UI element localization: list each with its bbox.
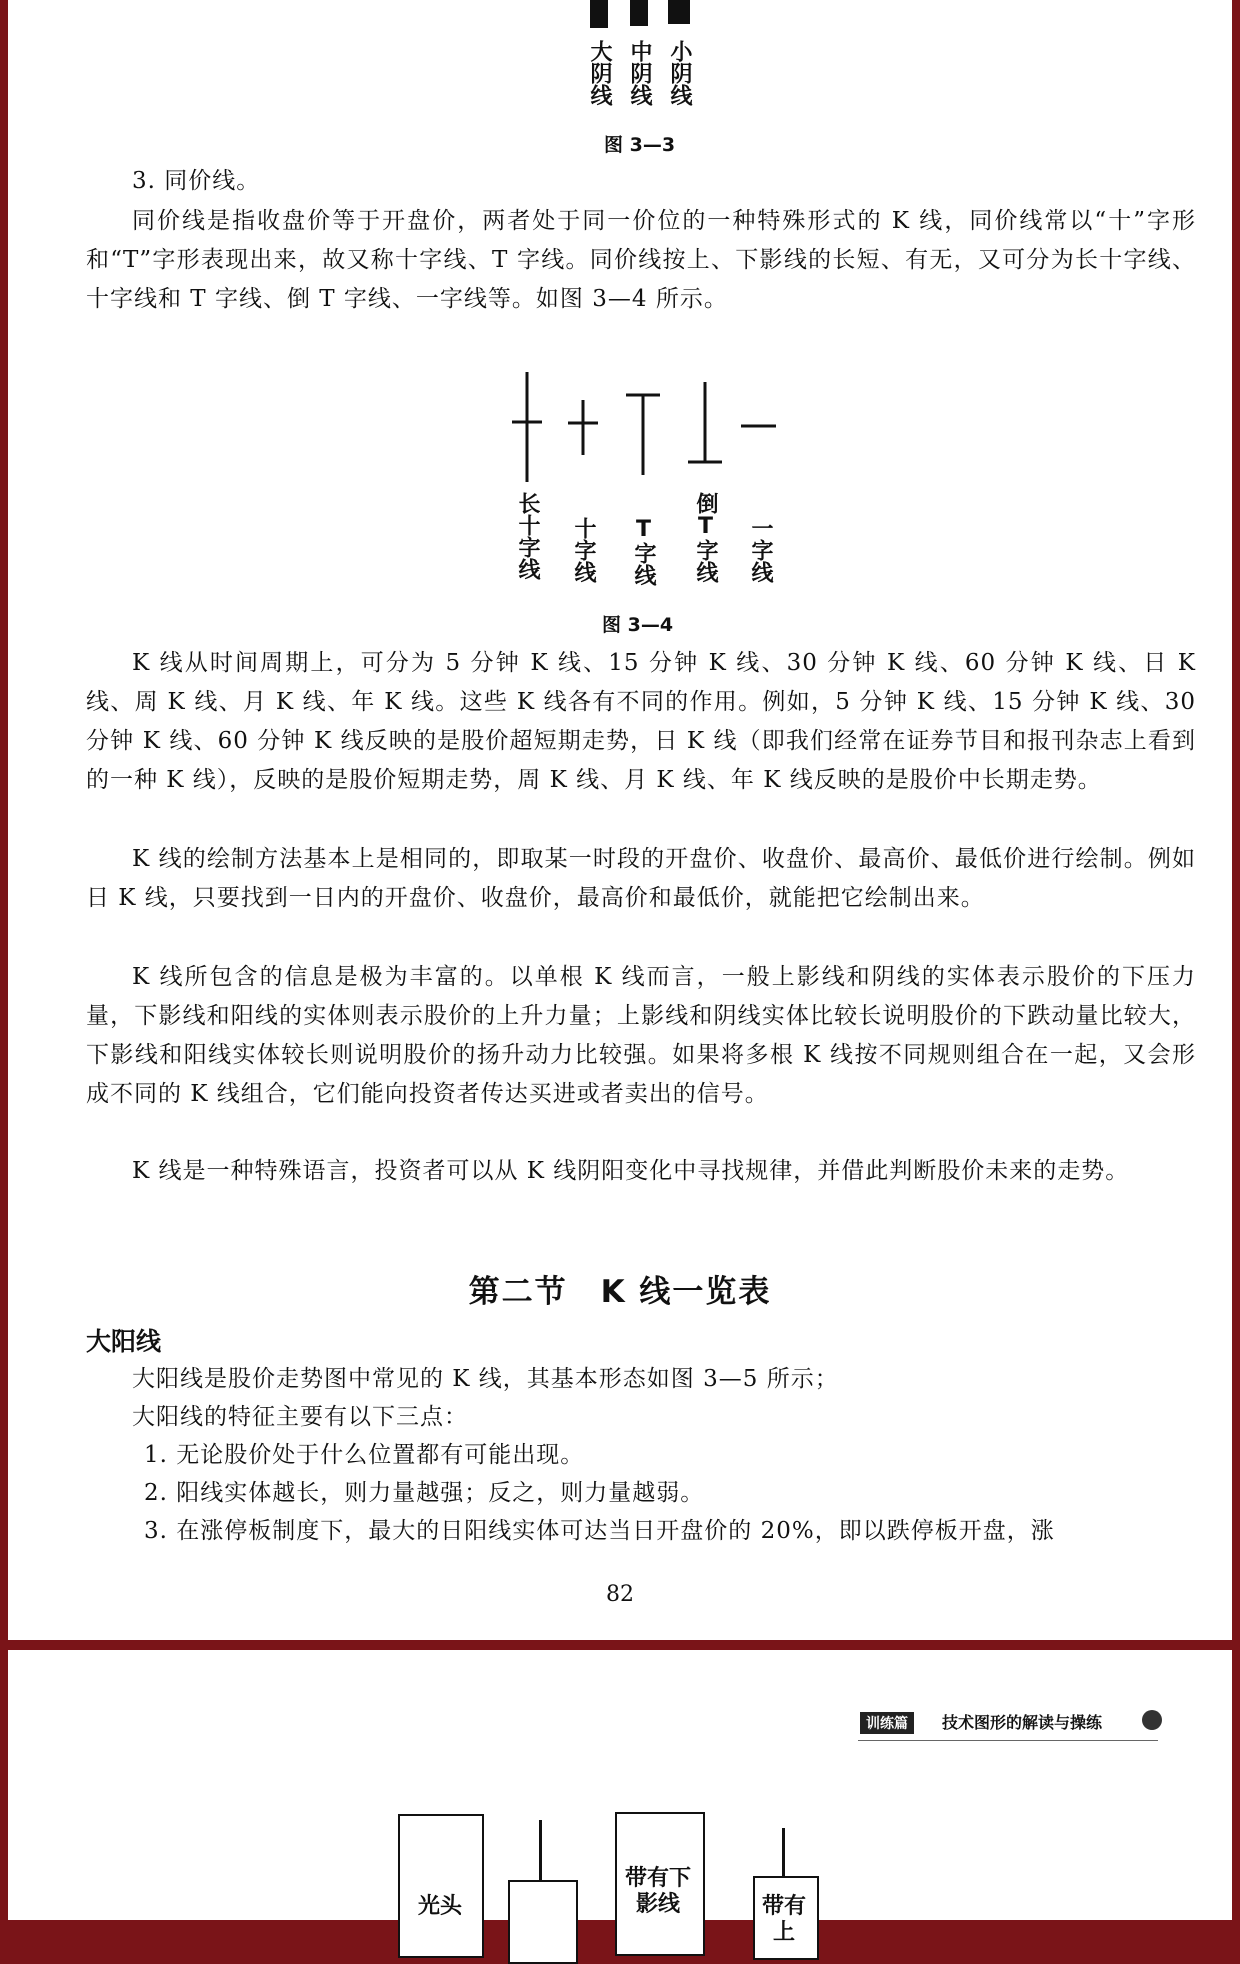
book-page-next [8, 1650, 1232, 1945]
label-large-bearish: 大阴线 [587, 40, 612, 106]
header-ornament-icon [1142, 1710, 1162, 1730]
large-bearish-candle [590, 0, 608, 28]
book-page-82 [8, 0, 1232, 1640]
header-title: 技术图形的解读与操练 [942, 1713, 1103, 1732]
label-long-cross: 长十字线 [515, 492, 540, 580]
upper-shadow-wick-2 [782, 1828, 785, 1878]
paragraph-special-language: K 线是一种特殊语言，投资者可以从 K 线阴阳变化中寻找规律，并借此判断股价未来的走势。 [132, 1158, 1130, 1184]
figure-3-3 [8, 0, 1232, 160]
inverted-t-shape [688, 382, 722, 462]
medium-bearish-candle [630, 0, 648, 26]
label-with-lower-shadow: 带有下影线 [624, 1866, 691, 1917]
list-item: 1. 无论股价处于什么位置都有可能出现。 [144, 1442, 585, 1468]
cross-shape [568, 400, 598, 455]
figure-caption-3-4: 图 3—4 [602, 614, 674, 636]
page-number: 82 [606, 1582, 634, 1607]
bullish-candle-with-upper-shadow [508, 1880, 578, 1964]
label-t-line: T字线 [631, 517, 656, 586]
paragraph-drawing-method: K 线的绘制方法基本上是相同的，即取某一时段的开盘价、收盘价、最高价、最低价进行绘制。例如日 K 线，只要找到一日内的开盘价、收盘价，最高价和最低价，就能把它绘制出来。 [86, 846, 1196, 911]
list-item: 3. 在涨停板制度下，最大的日阳线实体可达当日开盘价的 20%，即以跌停板开盘，涨 [144, 1518, 1055, 1544]
list-item: 2. 阳线实体越长，则力量越强；反之，则力量越弱。 [144, 1480, 705, 1506]
doji-shapes [8, 360, 1232, 490]
label-bald-top: 光头 [417, 1894, 462, 1919]
t-shape [626, 395, 660, 475]
subheading-dayang: 大阳线 [86, 1327, 162, 1356]
figure-caption-3-3: 图 3—3 [604, 134, 676, 156]
section-3-title: 3. 同价线。 [132, 168, 261, 194]
figure-3-4 [8, 360, 1232, 640]
label-cross: 十字线 [571, 517, 596, 583]
label-one-line: 一字线 [748, 517, 773, 583]
paragraph-time-period: K 线从时间周期上，可分为 5 分钟 K 线、15 分钟 K 线、30 分钟 K 线、60 分钟 K 线、日 K 线、周 K 线、月 K 线、年 K 线。这些 K 线各有不同的作用。例如，5 分钟 K 线、15 分钟 K 线、30 分钟 K 线、60 分钟 K 线反映的是股价超短期走势，日 K 线（即我们经常在证券节目和报刊杂志上看到的一种 K 线），反映的是股价短期走势，周 K 线、月 K 线、年 K 线反映的是股价中长期走势。 [86, 650, 1196, 793]
small-bearish-candle [668, 0, 690, 24]
section-title: 第二节 K 线一览表 [468, 1274, 772, 1310]
label-with-upper: 带有上 [761, 1894, 806, 1945]
label-inverted-t-line: 倒T字线 [693, 492, 718, 583]
paragraph-tongjia: 同价线是指收盘价等于开盘价，两者处于同一价位的一种特殊形式的 K 线，同价线常以“十”字形和“T”字形表现出来，故又称十字线、T 字线。同价线按上、下影线的长短、有无，又可分为长十字线、十字线和 T 字线、倒 T 字线、一字线等。如图 3—4 所示。 [86, 208, 1196, 312]
label-medium-bearish: 中阴线 [627, 40, 652, 106]
paragraph-dayang-intro: 大阳线是股价走势图中常见的 K 线，其基本形态如图 3—5 所示； [132, 1366, 839, 1392]
paragraph-information: K 线所包含的信息是极为丰富的。以单根 K 线而言，一般上影线和阴线的实体表示股价的下压力量，下影线和阳线的实体则表示股价的上升力量；上影线和阴线实体比较长说明股价的下跌动量比较大，下影线和阳线实体较长则说明股价的扬升动力比较强。如果将多根 K 线按不同规则组合在一起，又会形成不同的 K 线组合，它们能向投资者传达买进或者卖出的信号。 [86, 964, 1196, 1107]
bald-bullish-candle [398, 1814, 484, 1958]
header-tag: 训练篇 [860, 1712, 914, 1734]
paragraph-dayang-features: 大阳线的特征主要有以下三点： [132, 1404, 468, 1430]
long-cross-shape [512, 372, 542, 482]
header-rule [858, 1740, 1158, 1741]
upper-shadow-wick-1 [539, 1820, 542, 1882]
label-small-bearish: 小阴线 [667, 40, 692, 106]
